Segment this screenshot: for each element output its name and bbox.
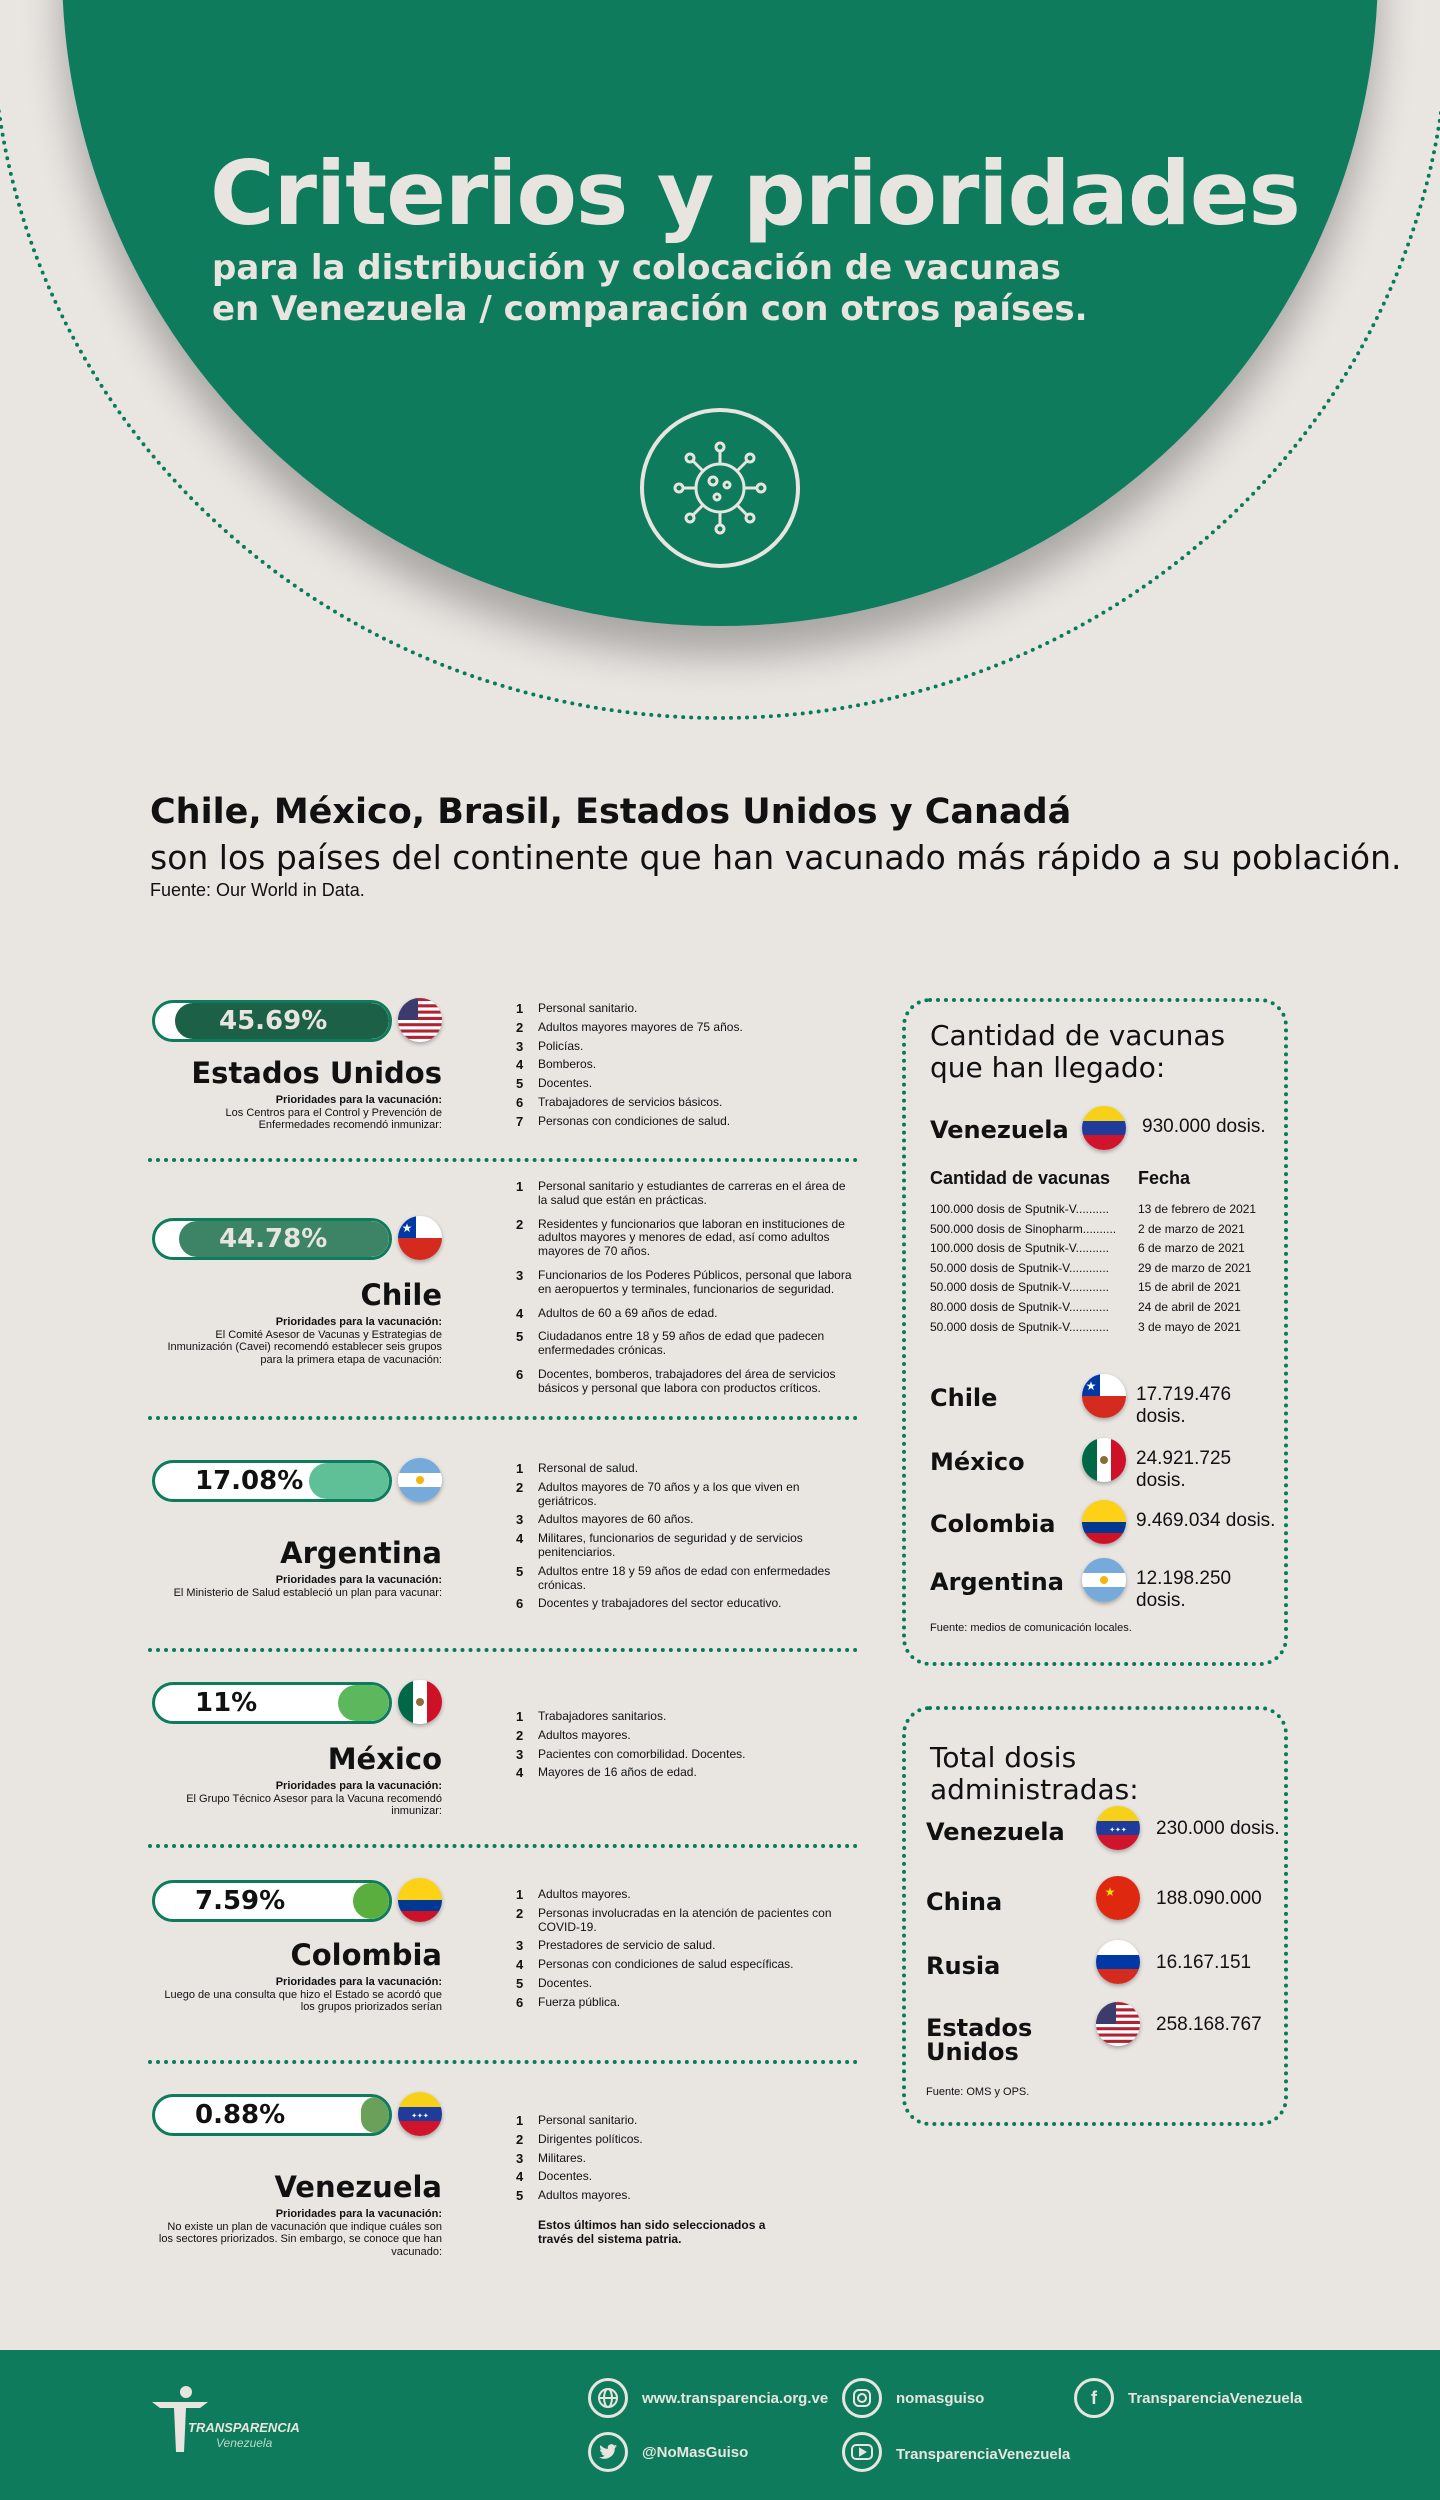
list-item bbox=[516, 1710, 856, 1724]
administered-rusia-name: Rusia bbox=[926, 1952, 1001, 1980]
list-item bbox=[516, 1330, 856, 1358]
list-number: 3 bbox=[516, 1512, 524, 1528]
arrived-row-date: 15 de abril de 2021 bbox=[1138, 1280, 1241, 1295]
list-item bbox=[516, 1058, 856, 1072]
priorities-text: El Grupo Técnico Asesor para la Vacuna recomendó inmunizar: bbox=[186, 1792, 442, 1818]
list-text: Adultos mayores. bbox=[538, 2188, 631, 2203]
arrived-source: Fuente: medios de comunicación locales. bbox=[930, 1622, 1132, 1634]
list-item bbox=[516, 1766, 856, 1780]
arrived-mexico-value: 24.921.725 dosis. bbox=[1136, 1448, 1232, 1491]
venezuela-flag-icon bbox=[1096, 1806, 1140, 1850]
list-item bbox=[516, 1939, 856, 1953]
list-text: Adultos entre 18 y 59 años de edad con enfermedades crónicas. bbox=[538, 1563, 831, 1592]
venezuela-priorities bbox=[152, 2208, 442, 2259]
list-number: 2 bbox=[516, 1479, 524, 1495]
chile-percentage: 44.78% bbox=[219, 1224, 328, 1254]
logo-subtext: Venezuela bbox=[216, 2436, 273, 2450]
mexico-priority-list bbox=[516, 1710, 856, 1785]
list-number: 2 bbox=[516, 2131, 524, 2147]
estados-unidos-flag-icon bbox=[398, 998, 442, 1042]
list-item bbox=[516, 1307, 856, 1321]
list-item bbox=[516, 1513, 856, 1527]
administered-rusia-value: 16.167.151 bbox=[1156, 1952, 1252, 1973]
list-number: 2 bbox=[516, 1216, 524, 1232]
list-item bbox=[516, 1077, 856, 1091]
list-item bbox=[516, 1565, 856, 1593]
list-text: Docentes, bomberos, trabajadores del área de servicios básicos y personal que labora con productos críticos. bbox=[538, 1366, 836, 1395]
list-number: 4 bbox=[516, 1531, 524, 1547]
col-qty-header: Cantidad de vacunas bbox=[930, 1168, 1111, 1188]
china-flag-icon bbox=[1096, 1876, 1140, 1920]
priorities-title: Prioridades para la vacunación: bbox=[275, 1316, 442, 1328]
list-text: Adultos mayores de 70 años y a los que viven en geriátricos. bbox=[538, 1479, 800, 1508]
priorities-text: El Comité Asesor de Vacunas y Estrategias de Inmunización (Cavei) recomendó establecer seis grupos para la primera etapa de vacunación: bbox=[167, 1328, 442, 1366]
instagram-link[interactable]: nomasguiso bbox=[896, 2390, 985, 2407]
intro-source: Fuente: Our World in Data. bbox=[150, 880, 365, 900]
list-text: Militares, funcionarios de seguridad y de servicios penitenciarios. bbox=[538, 1531, 803, 1559]
section-divider bbox=[148, 1158, 858, 1162]
arrived-row-date: 24 de abril de 2021 bbox=[1138, 1300, 1241, 1314]
list-text: Funcionarios de los Poderes Públicos, personal que labora en aeropuertos y terminales, funcionarios de seguridad. bbox=[538, 1267, 852, 1296]
argentina-percentage: 17.08% bbox=[195, 1466, 304, 1496]
list-number: 1 bbox=[516, 1461, 524, 1476]
colombia-priority-list bbox=[516, 1888, 856, 2015]
list-text: Ciudadanos entre 18 y 59 años de edad que padecen enfermedades crónicas. bbox=[538, 1329, 825, 1358]
list-text: Docentes. bbox=[538, 1076, 593, 1091]
facebook-link[interactable]: TransparenciaVenezuela bbox=[1128, 2390, 1303, 2407]
list-text: Adultos de 60 a 69 años de edad. bbox=[538, 1305, 718, 1320]
argentina-name: Argentina bbox=[280, 1536, 442, 1570]
list-text: Docentes y trabajadores del sector educativo. bbox=[538, 1596, 782, 1611]
virus-icon bbox=[640, 408, 800, 568]
list-text: Personal sanitario. bbox=[538, 1001, 638, 1015]
list-number: 5 bbox=[516, 2188, 524, 2204]
svg-text:★: ★ bbox=[1085, 1379, 1097, 1393]
svg-text:✦✦✦: ✦✦✦ bbox=[1109, 1827, 1127, 1834]
youtube-icon[interactable] bbox=[842, 2432, 882, 2472]
arrived-row-qty: 100.000 dosis de Sputnik-V.......... bbox=[930, 1202, 1110, 1216]
list-number: 2 bbox=[516, 1727, 524, 1743]
list-item bbox=[516, 1958, 856, 1972]
instagram-icon[interactable] bbox=[842, 2378, 882, 2418]
venezuela-progress-pill bbox=[152, 2094, 392, 2136]
arrived-chile-value: 17.719.476 dosis. bbox=[1136, 1384, 1232, 1427]
list-text: Trabajadores de servicios básicos. bbox=[538, 1094, 723, 1109]
list-text: Adultos mayores. bbox=[538, 1887, 631, 1901]
venezuela-flag-icon bbox=[398, 2092, 442, 2136]
arrived-argentina-value: 12.198.250 dosis. bbox=[1136, 1568, 1232, 1611]
list-text: Policías. bbox=[538, 1038, 584, 1053]
list-item bbox=[516, 1115, 856, 1129]
svg-text:★: ★ bbox=[401, 1221, 413, 1235]
list-text: Bomberos. bbox=[538, 1057, 597, 1072]
list-number: 1 bbox=[516, 1001, 524, 1016]
argentina-flag-icon bbox=[1082, 1558, 1126, 1602]
list-item bbox=[516, 1532, 856, 1560]
colombia-percentage: 7.59% bbox=[195, 1886, 286, 1916]
chile-name: Chile bbox=[360, 1278, 442, 1312]
list-number: 5 bbox=[516, 1076, 524, 1092]
list-item bbox=[516, 2133, 856, 2147]
section-divider bbox=[148, 1844, 858, 1848]
argentina-progress-pill bbox=[152, 1460, 392, 1502]
list-text: Residentes y funcionarios que laboran en instituciones de adultos mayores y menores de edad, así como adultos mayores de 70 años. bbox=[538, 1216, 845, 1259]
chile-priority-list bbox=[516, 1180, 856, 1406]
list-number: 1 bbox=[516, 1887, 524, 1902]
mexico-flag-icon bbox=[1082, 1438, 1126, 1482]
list-number: 1 bbox=[516, 1709, 524, 1724]
list-item bbox=[516, 1368, 856, 1396]
list-text: Personas involucradas en la atención de pacientes con COVID-19. bbox=[538, 1905, 832, 1934]
globe-icon[interactable] bbox=[588, 2378, 628, 2418]
list-text: Adultos mayores. bbox=[538, 1727, 631, 1742]
arrived-row-date: 3 de mayo de 2021 bbox=[1138, 1319, 1241, 1334]
priorities-text: El Ministerio de Salud estableció un plan para vacunar: bbox=[173, 1586, 442, 1599]
footer bbox=[0, 2350, 1440, 2500]
facebook-icon[interactable]: f bbox=[1074, 2378, 1114, 2418]
estados-unidos-progress-pill bbox=[152, 1000, 392, 1042]
twitter-icon[interactable] bbox=[588, 2432, 628, 2472]
list-item bbox=[516, 1888, 856, 1902]
administered-box bbox=[902, 1706, 1288, 2126]
estados-unidos-priorities bbox=[152, 1094, 442, 1132]
list-text: Adultos mayores de 60 años. bbox=[538, 1512, 694, 1527]
list-text: Personal sanitario. bbox=[538, 2113, 638, 2127]
list-number: 4 bbox=[516, 1765, 524, 1781]
priorities-text: No existe un plan de vacunación que indique cuáles son los sectores priorizados. Sin embargo, se conoce que han vacunado: bbox=[158, 2220, 442, 2258]
list-item bbox=[516, 1021, 856, 1035]
arrived-mexico-name: México bbox=[930, 1448, 1025, 1476]
mexico-priorities bbox=[152, 1780, 442, 1818]
administered-china-name: China bbox=[926, 1888, 1003, 1916]
page-subtitle: para la distribución y colocación de vacunas en Venezuela / comparación con otros países. bbox=[212, 248, 1088, 329]
list-text: Mayores de 16 años de edad. bbox=[538, 1765, 697, 1780]
list-item bbox=[516, 1996, 856, 2010]
arrived-row-qty: 100.000 dosis de Sputnik-V.......... bbox=[930, 1241, 1110, 1256]
mexico-percentage: 11% bbox=[195, 1688, 258, 1718]
list-item bbox=[516, 1096, 856, 1110]
estados-unidos-flag-icon bbox=[1096, 2002, 1140, 2046]
list-number: 3 bbox=[516, 1267, 524, 1283]
list-text: Rersonal de salud. bbox=[538, 1461, 639, 1475]
list-item bbox=[516, 2152, 856, 2166]
list-text: Personas con condiciones de salud específicas. bbox=[538, 1957, 794, 1972]
youtube-link[interactable]: TransparenciaVenezuela bbox=[896, 2446, 1071, 2463]
arrived-row-date: 13 de febrero de 2021 bbox=[1138, 1202, 1257, 1216]
list-item bbox=[516, 1040, 856, 1054]
argentina-priorities bbox=[152, 1574, 442, 1599]
chile-flag-icon bbox=[398, 1216, 442, 1260]
priorities-title: Prioridades para la vacunación: bbox=[275, 1780, 442, 1792]
arrived-venezuela-value: 930.000 dosis. bbox=[1142, 1116, 1266, 1137]
list-number: 5 bbox=[516, 1563, 524, 1579]
list-number: 3 bbox=[516, 1938, 524, 1954]
arrived-row-date: 29 de marzo de 2021 bbox=[1138, 1260, 1252, 1275]
list-number: 5 bbox=[516, 1975, 524, 1991]
list-item bbox=[516, 1748, 856, 1762]
intro-heading: Chile, México, Brasil, Estados Unidos y Canadá bbox=[150, 792, 1072, 832]
arrived-vaccines-box bbox=[902, 998, 1288, 1666]
arrived-row-qty: 500.000 dosis de Sinopharm.......... bbox=[930, 1221, 1117, 1236]
list-item bbox=[516, 1729, 856, 1743]
list-number: 3 bbox=[516, 2150, 524, 2166]
transparencia-logo bbox=[150, 2384, 300, 2464]
mexico-name: México bbox=[327, 1742, 442, 1776]
colombia-name: Colombia bbox=[290, 1938, 442, 1972]
list-item bbox=[516, 1597, 856, 1611]
list-item bbox=[516, 1481, 856, 1509]
mexico-flag-icon bbox=[398, 1680, 442, 1724]
list-text: Trabajadores sanitarios. bbox=[538, 1709, 667, 1723]
svg-text:★: ★ bbox=[1104, 1885, 1116, 1899]
list-number: 3 bbox=[516, 1746, 524, 1762]
priorities-title: Prioridades para la vacunación: bbox=[275, 1094, 442, 1106]
website-link[interactable]: www.transparencia.org.ve bbox=[642, 2390, 829, 2407]
list-text: Docentes. bbox=[538, 1975, 593, 1990]
list-number: 7 bbox=[516, 1113, 524, 1129]
list-number: 1 bbox=[516, 1179, 524, 1194]
administered-title: Total dosis administradas: bbox=[930, 1741, 1139, 1807]
priorities-title: Prioridades para la vacunación: bbox=[275, 1574, 442, 1586]
administered-estados-unidos-name: Estados Unidos bbox=[926, 2014, 1033, 2066]
venezuela-note: Estos últimos han sido seleccionados a través del sistema patria. bbox=[538, 2217, 766, 2246]
venezuela-percentage: 0.88% bbox=[195, 2100, 286, 2130]
list-item bbox=[516, 1002, 856, 1016]
list-text: Militares. bbox=[538, 2150, 587, 2165]
administered-estados-unidos-value: 258.168.767 bbox=[1156, 2014, 1262, 2035]
arrived-row-qty: 50.000 dosis de Sputnik-V............ bbox=[930, 1319, 1109, 1334]
list-text: Fuerza pública. bbox=[538, 1994, 621, 2009]
list-item bbox=[516, 1907, 856, 1935]
logo-text: TRANSPARENCIA bbox=[188, 2420, 300, 2435]
priorities-title: Prioridades para la vacunación: bbox=[275, 1976, 442, 1988]
list-number: 5 bbox=[516, 1329, 524, 1345]
list-text: Docentes. bbox=[538, 2169, 593, 2184]
mexico-progress-fill bbox=[338, 1685, 389, 1721]
arrived-row-qty: 80.000 dosis de Sputnik-V............ bbox=[930, 1300, 1109, 1314]
list-number: 3 bbox=[516, 1038, 524, 1054]
administered-china-value: 188.090.000 bbox=[1156, 1888, 1262, 1909]
list-item bbox=[516, 1180, 856, 1208]
venezuela-name: Venezuela bbox=[274, 2170, 442, 2204]
list-number: 4 bbox=[516, 1057, 524, 1073]
twitter-link[interactable]: @NoMasGuiso bbox=[642, 2444, 749, 2461]
argentina-priority-list bbox=[516, 1462, 856, 1616]
argentina-progress-fill bbox=[309, 1463, 389, 1499]
list-item bbox=[516, 1462, 856, 1476]
list-item bbox=[516, 2189, 856, 2203]
chile-progress-pill bbox=[152, 1218, 392, 1260]
list-number: 6 bbox=[516, 1094, 524, 1110]
arrived-row-qty: 50.000 dosis de Sputnik-V............ bbox=[930, 1280, 1109, 1295]
list-number: 6 bbox=[516, 1596, 524, 1612]
colombia-flag-icon bbox=[1082, 1500, 1126, 1544]
list-number: 4 bbox=[516, 1957, 524, 1973]
mexico-progress-pill bbox=[152, 1682, 392, 1724]
estados-unidos-priority-list bbox=[516, 1002, 856, 1134]
intro-text: son los países del continente que han vacunado más rápido a su población. bbox=[150, 838, 1402, 877]
list-number: 4 bbox=[516, 1305, 524, 1321]
list-number: 2 bbox=[516, 1019, 524, 1035]
list-number: 1 bbox=[516, 2113, 524, 2128]
svg-text:✦✦✦: ✦✦✦ bbox=[411, 2113, 429, 2120]
colombia-priorities bbox=[152, 1976, 442, 2014]
list-item bbox=[516, 2170, 856, 2184]
list-text: Personas con condiciones de salud. bbox=[538, 1113, 731, 1128]
administered-venezuela-value: 230.000 dosis. bbox=[1156, 1818, 1280, 1839]
list-number: 6 bbox=[516, 1994, 524, 2010]
estados-unidos-percentage: 45.69% bbox=[219, 1006, 328, 1036]
list-item bbox=[516, 2114, 856, 2128]
section-divider bbox=[148, 2060, 858, 2064]
priorities-text: Los Centros para el Control y Prevención de Enfermedades recomendó inmunizar: bbox=[225, 1106, 442, 1132]
arrived-chile-name: Chile bbox=[930, 1384, 998, 1412]
administered-venezuela-name: Venezuela bbox=[926, 1818, 1065, 1846]
list-text: Adultos mayores mayores de 75 años. bbox=[538, 1019, 743, 1034]
section-divider bbox=[148, 1416, 858, 1420]
colombia-progress-pill bbox=[152, 1880, 392, 1922]
chile-priorities bbox=[152, 1316, 442, 1367]
colombia-flag-icon bbox=[398, 1878, 442, 1922]
list-number: 4 bbox=[516, 2169, 524, 2185]
arrived-colombia-value: 9.469.034 dosis. bbox=[1136, 1510, 1276, 1531]
list-number: 6 bbox=[516, 1366, 524, 1382]
estados-unidos-name: Estados Unidos bbox=[191, 1056, 442, 1090]
list-number: 2 bbox=[516, 1905, 524, 1921]
venezuela-progress-fill bbox=[361, 2097, 389, 2133]
section-divider bbox=[148, 1648, 858, 1652]
arrived-venezuela-name: Venezuela bbox=[930, 1116, 1069, 1144]
list-text: Pacientes con comorbilidad. Docentes. bbox=[538, 1746, 746, 1761]
arrived-row-date: 6 de marzo de 2021 bbox=[1138, 1241, 1245, 1256]
rusia-flag-icon bbox=[1096, 1940, 1140, 1984]
arrived-title: Cantidad de vacunas que han llegado: bbox=[930, 1019, 1226, 1085]
arrived-argentina-name: Argentina bbox=[930, 1568, 1064, 1596]
colombia-progress-fill bbox=[353, 1883, 389, 1919]
list-text: Personal sanitario y estudiantes de carreras en el área de la salud que están en prácticas. bbox=[538, 1179, 846, 1207]
venezuela-flag-icon bbox=[1082, 1106, 1126, 1150]
administered-source: Fuente: OMS y OPS. bbox=[926, 2086, 1030, 2098]
argentina-flag-icon bbox=[398, 1458, 442, 1502]
priorities-text: Luego de una consulta que hizo el Estado se acordó que los grupos priorizados serían bbox=[164, 1988, 442, 2014]
list-item bbox=[516, 1218, 856, 1259]
list-text: Prestadores de servicio de salud. bbox=[538, 1938, 716, 1953]
col-date-header: Fecha bbox=[1138, 1168, 1191, 1188]
list-item bbox=[516, 1977, 856, 1991]
arrived-row-date: 2 de marzo de 2021 bbox=[1138, 1221, 1245, 1236]
list-text: Dirigentes políticos. bbox=[538, 2131, 643, 2146]
list-item bbox=[516, 1269, 856, 1297]
arrived-colombia-name: Colombia bbox=[930, 1510, 1056, 1538]
page-title: Criterios y prioridades bbox=[210, 142, 1300, 245]
chile-flag-icon bbox=[1082, 1374, 1126, 1418]
arrived-row-qty: 50.000 dosis de Sputnik-V............ bbox=[930, 1260, 1109, 1275]
venezuela-priority-list bbox=[516, 2114, 856, 2247]
priorities-title: Prioridades para la vacunación: bbox=[275, 2208, 442, 2220]
